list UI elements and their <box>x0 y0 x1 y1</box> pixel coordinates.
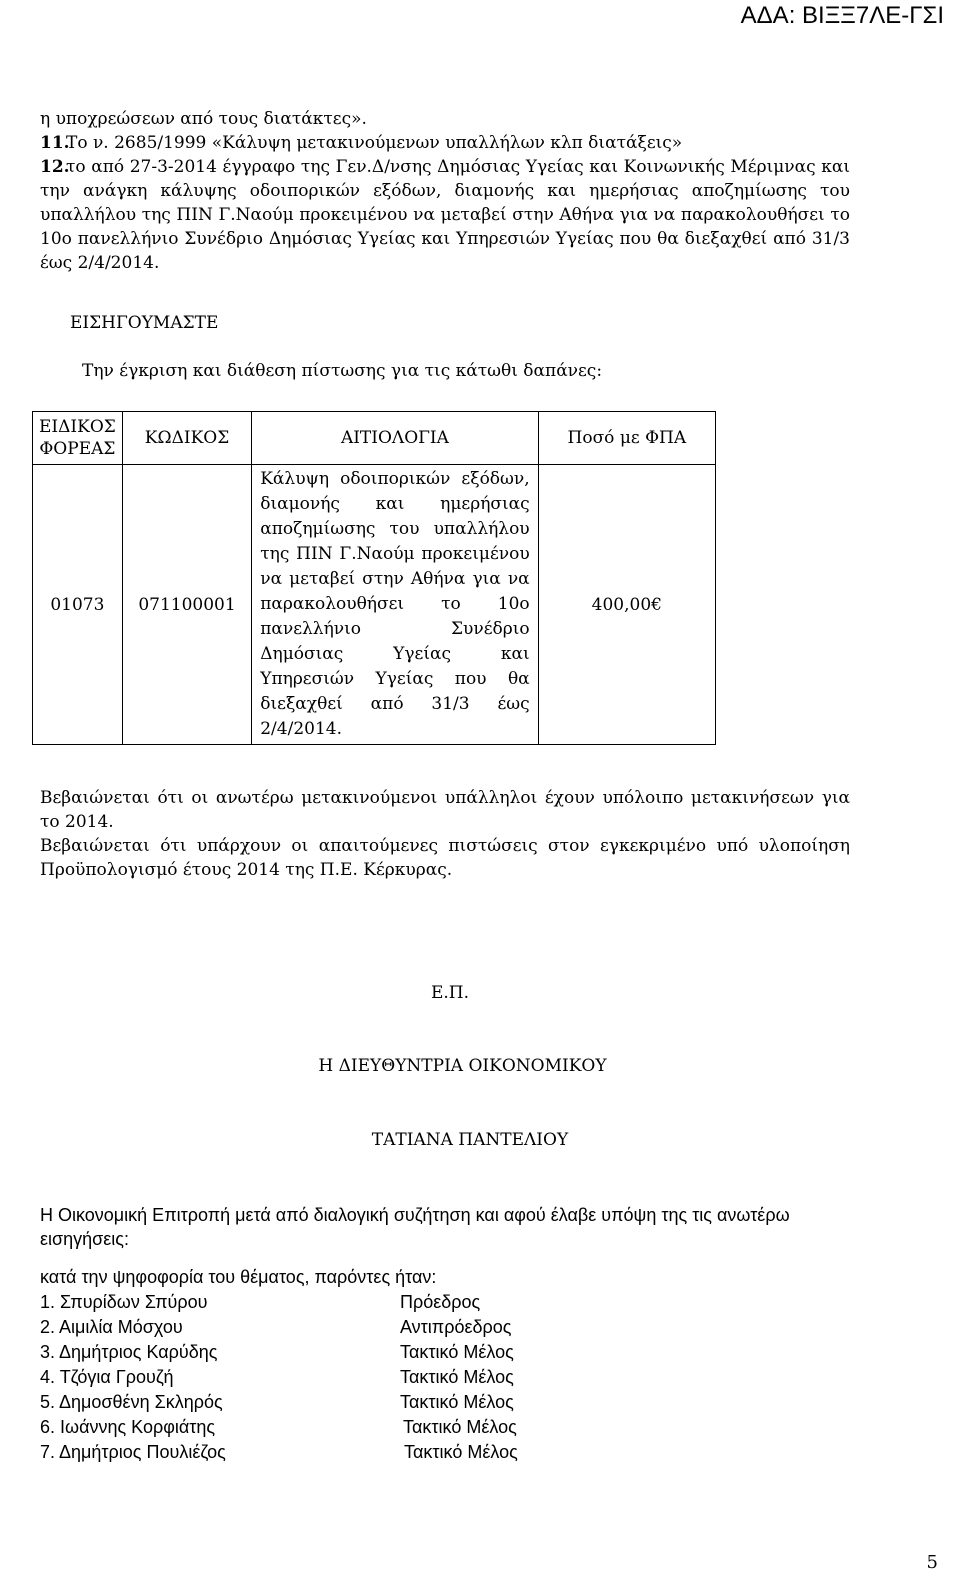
header-aitiologia: ΑΙΤΙΟΛΟΓΙΑ <box>252 412 538 465</box>
header-kodikos: ΚΩΔΙΚΟΣ <box>122 412 251 465</box>
table-header-row <box>33 412 716 465</box>
member-role: Αντιπρόεδρος <box>400 1317 512 1337</box>
eisigoumaste-heading: ΕΙΣΗΓΟΥΜΑΣΤΕ <box>70 313 219 333</box>
signature-ep: Ε.Π. <box>430 983 470 1003</box>
list-item <box>40 1365 600 1390</box>
item-12 <box>40 155 850 275</box>
member-name: 2. Αιμιλία Μόσχου <box>40 1317 183 1337</box>
list-item <box>40 1390 600 1415</box>
member-name: 4. Τζόγια Γρουζή <box>40 1367 174 1387</box>
member-role: Τακτικό Μέλος <box>404 1442 518 1462</box>
header-poso: Ποσό με ΦΠΑ <box>538 412 715 465</box>
item-11-text: Το ν. 2685/1999 «Κάλυψη μετακινούμενων υπαλλήλων κλπ διατάξεις» <box>66 133 683 153</box>
list-item <box>40 1440 600 1465</box>
cell-kodikos: 071100001 <box>122 465 251 745</box>
member-name: 3. Δημήτριος Καρύδης <box>40 1342 218 1362</box>
confirmation-section <box>40 786 850 882</box>
members-list <box>40 1290 600 1465</box>
cell-foreas: 01073 <box>33 465 123 745</box>
table-row <box>33 465 716 745</box>
member-name: 6. Ιωάννης Κορφιάτης <box>40 1417 216 1437</box>
list-item <box>40 1415 600 1440</box>
member-name: 5. Δημοσθένη Σκληρός <box>40 1392 223 1412</box>
list-item <box>40 1340 600 1365</box>
intro-continuation: η υποχρεώσεων από τους διατάκτες». <box>40 109 367 129</box>
committee-text: Η Οικονομική Επιτροπή μετά από διαλογική συζήτηση και αφού έλαβε υπόψη της τις ανωτέρω εισηγήσεις: <box>40 1205 790 1249</box>
item-11 <box>40 131 850 155</box>
signature-name: ΤΑΤΙΑΝΑ ΠΑΝΤΕΛΙΟΥ <box>371 1130 569 1150</box>
cell-aitiologia: Κάλυψη οδοιπορικών εξόδων, διαμονής και ημερήσιας αποζημίωσης του υπαλλήλου της ΠΙΝ Γ.Ναούμ προκειμένου να μεταβεί στην Αθήνα για να παρακολουθήσει το 10ο πανελλήνιο Συνέδριο Δημόσιας Υγείας και Υπηρεσιών Υγείας που θα διεξαχθεί από 31/3 έως 2/4/2014. <box>252 465 538 745</box>
member-name: 1. Σπυρίδων Σπύρου <box>40 1292 208 1312</box>
item-12-text: το από 27-3-2014 έγγραφο της Γεν.Δ/νσης Δημόσιας Υγείας και Κοινωνικής Μέριμνας και την ανάγκη κάλυψης οδοιπορικών εξόδων, διαμονής και ημερήσιας αποζημίωσης του υπαλλήλου της ΠΙΝ Γ.Ναούμ προκειμένου να μεταβεί στην Αθήνα για να παρακολουθήσει το 10ο πανελλήνιο Συνέδριο Δημόσιας Υγείας και Υπηρεσιών Υγείας που θα διεξαχθεί από 31/3 έως 2/4/2014. <box>40 157 850 273</box>
list-item <box>40 1290 600 1315</box>
list-item <box>40 1315 600 1340</box>
approval-text: Την έγκριση και διάθεση πίστωσης για τις κάτωθι δαπάνες: <box>82 361 603 381</box>
page-number: 5 <box>926 1552 938 1573</box>
vote-intro: κατά την ψηφοφορία του θέματος, παρόντες ήταν: <box>40 1267 437 1287</box>
item-12-number: 12. <box>40 157 70 177</box>
member-role: Πρόεδρος <box>400 1292 481 1312</box>
header-foreas: ΕΙΔΙΚΟΣ ΦΟΡΕΑΣ <box>33 412 123 465</box>
intro-section <box>40 107 850 275</box>
cell-poso: 400,00€ <box>538 465 715 745</box>
confirmation-credits: Βεβαιώνεται ότι υπάρχουν οι απαιτούμενες πιστώσεις στον εγκεκριμένο υπό υλοποίηση Προϋπολογισμό έτους 2014 της Π.Ε. Κέρκυρας. <box>40 836 850 880</box>
member-role: Τακτικό Μέλος <box>400 1392 514 1412</box>
item-11-number: 11. <box>40 133 70 153</box>
signature-title: Η ΔΙΕΥΘΥΝΤΡΙΑ ΟΙΚΟΝΟΜΙΚΟΥ <box>318 1056 607 1076</box>
member-role: Τακτικό Μέλος <box>400 1367 514 1387</box>
member-role: Τακτικό Μέλος <box>400 1342 514 1362</box>
member-name: 7. Δημήτριος Πουλιέζος <box>40 1442 226 1462</box>
costs-table <box>32 411 716 745</box>
confirmation-movements: Βεβαιώνεται ότι οι ανωτέρω μετακινούμενοι υπάλληλοι έχουν υπόλοιπο μετακινήσεων για το 2014. <box>40 788 850 832</box>
member-role: Τακτικό Μέλος <box>403 1417 517 1437</box>
ada-header: ΑΔΑ: ΒΙΞΞ7ΛΕ-ΓΣΙ <box>740 2 944 29</box>
